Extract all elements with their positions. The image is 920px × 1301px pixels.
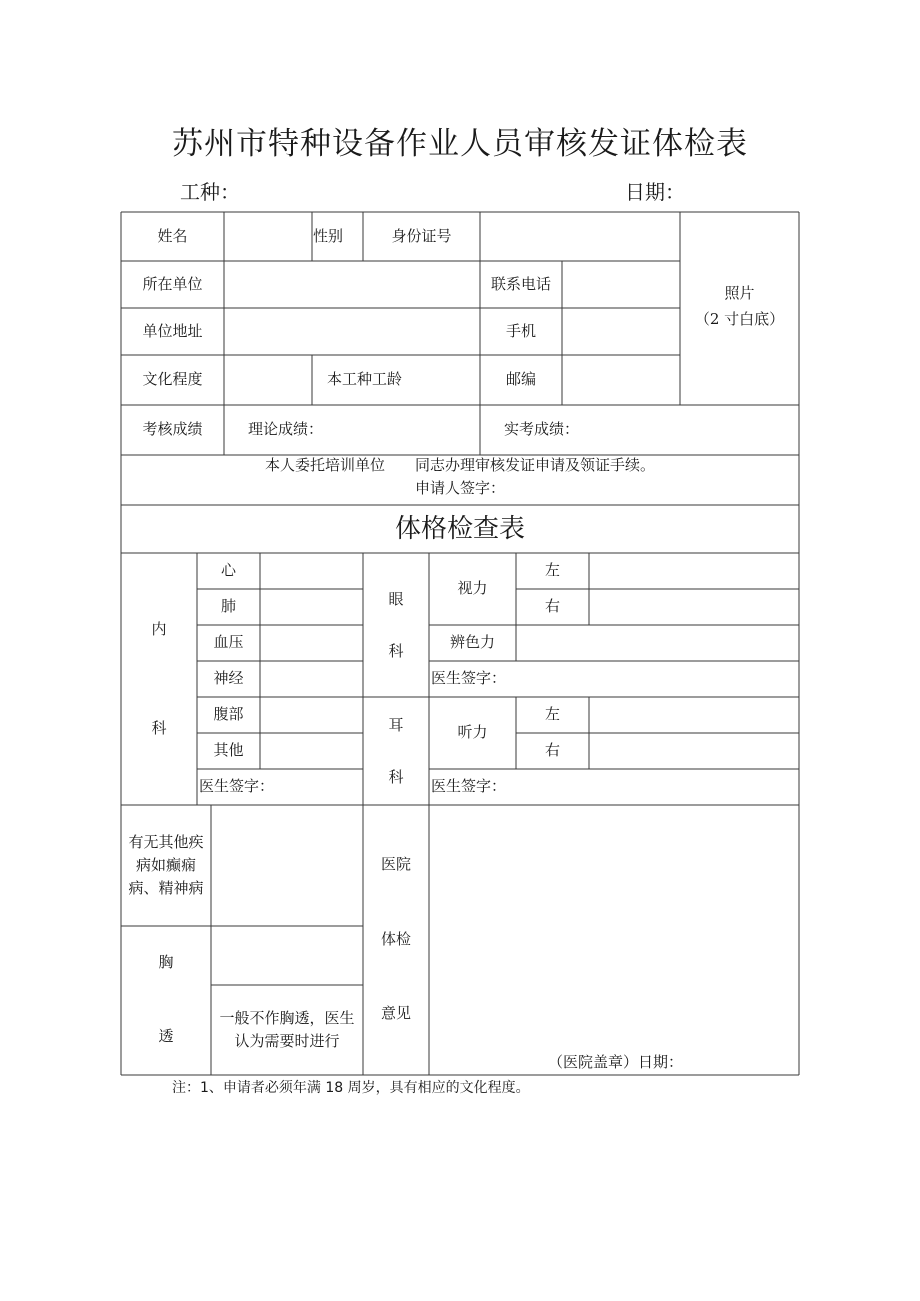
consent-statement: 本人委托培训单位 同志办理审核发证申请及领证手续。: [264, 456, 655, 475]
hearing-right-label: 右: [544, 741, 560, 760]
applicant-signature-label: 申请人签字：: [414, 479, 505, 498]
name-field[interactable]: [224, 212, 312, 261]
other-disease-line3: 病、精神病: [128, 879, 204, 898]
mobile-label: 手机: [505, 321, 536, 340]
contact-phone-label: 联系电话: [490, 274, 551, 293]
employer-address-label: 单位地址: [142, 321, 203, 340]
work-years-label: 本工种工龄: [326, 370, 402, 389]
hospital-opinion-line1: 医院: [380, 855, 411, 874]
eye-char2: 科: [388, 642, 404, 661]
assessment-label: 考核成绩: [142, 420, 203, 439]
vision-left-label: 左: [544, 561, 560, 580]
hospital-stamp-date-label: （医院盖章）日期：: [548, 1053, 684, 1072]
theory-score-label: 理论成绩：: [248, 420, 324, 439]
lung-label: 肺: [220, 597, 236, 616]
eye-doctor-signature-label: 医生签字：: [431, 669, 507, 688]
internal-doctor-signature-label: 医生签字：: [199, 777, 275, 796]
ear-char2: 科: [388, 768, 404, 787]
vision-right-label: 右: [544, 597, 560, 616]
chest-xray-char1: 胸: [158, 953, 174, 972]
internal-medicine-char2: 科: [151, 719, 167, 738]
employer-field[interactable]: [224, 261, 480, 308]
postcode-label: 邮编: [505, 370, 536, 389]
postcode-field[interactable]: [562, 355, 680, 405]
ear-doctor-signature-label: 医生签字：: [431, 777, 507, 796]
id-number-label: 身份证号: [391, 226, 452, 245]
color-vision-label: 辨色力: [449, 633, 495, 652]
hearing-label: 听力: [457, 723, 488, 742]
other-disease-line2: 病如癫痫: [135, 856, 196, 875]
mobile-field[interactable]: [562, 308, 680, 355]
chest-xray-char2: 透: [158, 1027, 174, 1046]
photo-label: 照片: [724, 284, 755, 303]
heart-label: 心: [220, 561, 236, 580]
work-type-label: 工种：: [180, 180, 240, 204]
ear-char1: 耳: [388, 716, 404, 735]
hospital-opinion-line2: 体检: [380, 930, 411, 949]
abdomen-label: 腹部: [213, 705, 244, 724]
practical-score-label: 实考成绩：: [504, 420, 580, 439]
contact-phone-field[interactable]: [562, 261, 680, 308]
nerve-label: 神经: [213, 669, 244, 688]
gender-label: 性别: [313, 226, 344, 245]
other-disease-line1: 有无其他疾: [128, 833, 204, 852]
hospital-opinion-field[interactable]: [429, 805, 799, 1045]
hearing-left-label: 左: [544, 705, 560, 724]
internal-medicine-char1: 内: [151, 620, 167, 639]
blood-pressure-label: 血压: [213, 633, 244, 652]
photo-spec: （2 寸白底）: [694, 310, 785, 329]
employer-label: 所在单位: [142, 274, 203, 293]
footnote: 注：1、申请者必须年满 18 周岁，具有相应的文化程度。: [172, 1080, 530, 1096]
chest-xray-note-line2: 认为需要时进行: [234, 1032, 340, 1051]
eye-char1: 眼: [388, 590, 404, 609]
education-label: 文化程度: [142, 370, 203, 389]
chest-xray-note-line1: 一般不作胸透，医生: [219, 1009, 355, 1028]
other-label: 其他: [213, 741, 244, 760]
employer-address-field[interactable]: [224, 308, 480, 355]
form-title: 苏州市特种设备作业人员审核发证体检表: [172, 126, 748, 162]
name-label: 姓名: [157, 226, 188, 245]
education-field[interactable]: [224, 355, 312, 405]
hospital-opinion-line3: 意见: [380, 1004, 411, 1023]
exam-section-title: 体格检查表: [394, 513, 525, 544]
vision-label: 视力: [457, 579, 488, 598]
date-label: 日期：: [625, 180, 685, 204]
id-number-field[interactable]: [480, 212, 680, 261]
